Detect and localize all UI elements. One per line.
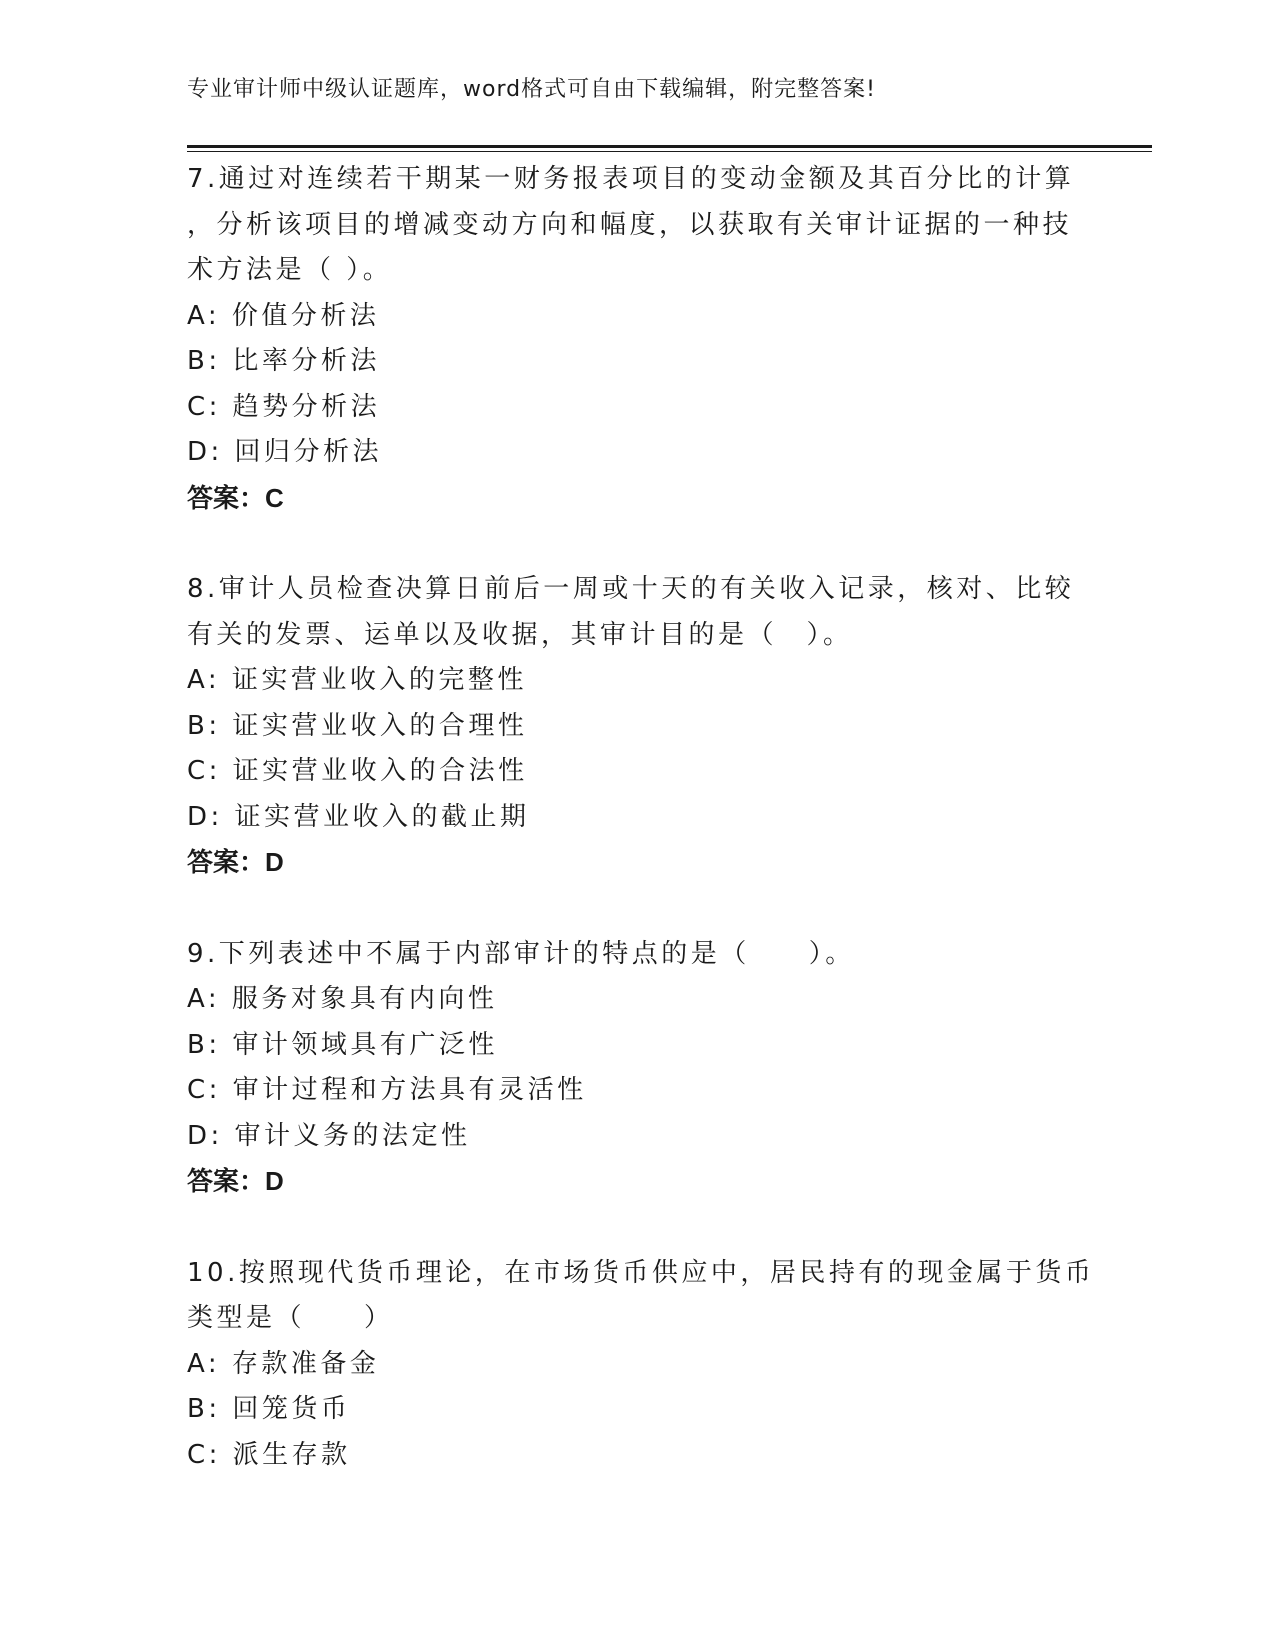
option-c: C: 趋势分析法 [187, 391, 381, 422]
answer: 答案：C [187, 482, 284, 513]
option-a: A: 服务对象具有内向性 [187, 984, 498, 1014]
option-b: B: 审计领域具有广泛性 [187, 1029, 498, 1060]
option-d: D: 回归分析法 [187, 437, 383, 467]
question-text-line: 7.通过对连续若干期某一财务报表项目的变动金额及其百分比的计算 [187, 164, 1075, 194]
question-text-line: 9.下列表述中不属于内部审计的特点的是（ ）。 [187, 938, 855, 969]
question-text-line: 8.审计人员检查决算日前后一周或十天的有关收入记录，核对、比较 [187, 574, 1075, 604]
question-8 [187, 567, 1087, 886]
header-rule-thick [187, 145, 1152, 148]
option-c: C: 证实营业收入的合法性 [187, 756, 528, 786]
question-7 [187, 157, 1087, 521]
option-b: B: 比率分析法 [187, 346, 380, 376]
option-c: C: 审计过程和方法具有灵活性 [187, 1075, 587, 1105]
answer: 答案：D [187, 1166, 284, 1196]
question-9 [187, 932, 1087, 1205]
option-a: A: 存款准备金 [187, 1348, 380, 1379]
question-text-line: ，分析该项目的增减变动方向和幅度，以获取有关审计证据的一种技 [187, 209, 1073, 240]
page-header: 专业审计师中级认证题库，word格式可自由下载编辑，附完整答案! [187, 77, 876, 102]
answer: 答案：D [187, 847, 284, 877]
option-b: B: 证实营业收入的合理性 [187, 710, 528, 741]
question-text-line: 类型是（ ） [187, 1303, 394, 1333]
header-rule-thin [187, 151, 1152, 152]
question-text-line: 10.按照现代货币理论，在市场货币供应中，居民持有的现金属于货币 [187, 1257, 1095, 1288]
option-b: B: 回笼货币 [187, 1394, 351, 1424]
option-d: D: 证实营业收入的截止期 [187, 801, 530, 832]
option-a: A: 价值分析法 [187, 300, 380, 331]
option-d: D: 审计义务的法定性 [187, 1120, 471, 1151]
option-a: A: 证实营业收入的完整性 [187, 665, 527, 695]
question-text-line: 术方法是（ ）。 [187, 255, 393, 285]
question-10 [187, 1251, 1095, 1479]
question-list [187, 157, 1095, 1524]
option-c: C: 派生存款 [187, 1439, 351, 1470]
question-text-line: 有关的发票、运单以及收据，其审计目的是（ ）。 [187, 619, 853, 650]
